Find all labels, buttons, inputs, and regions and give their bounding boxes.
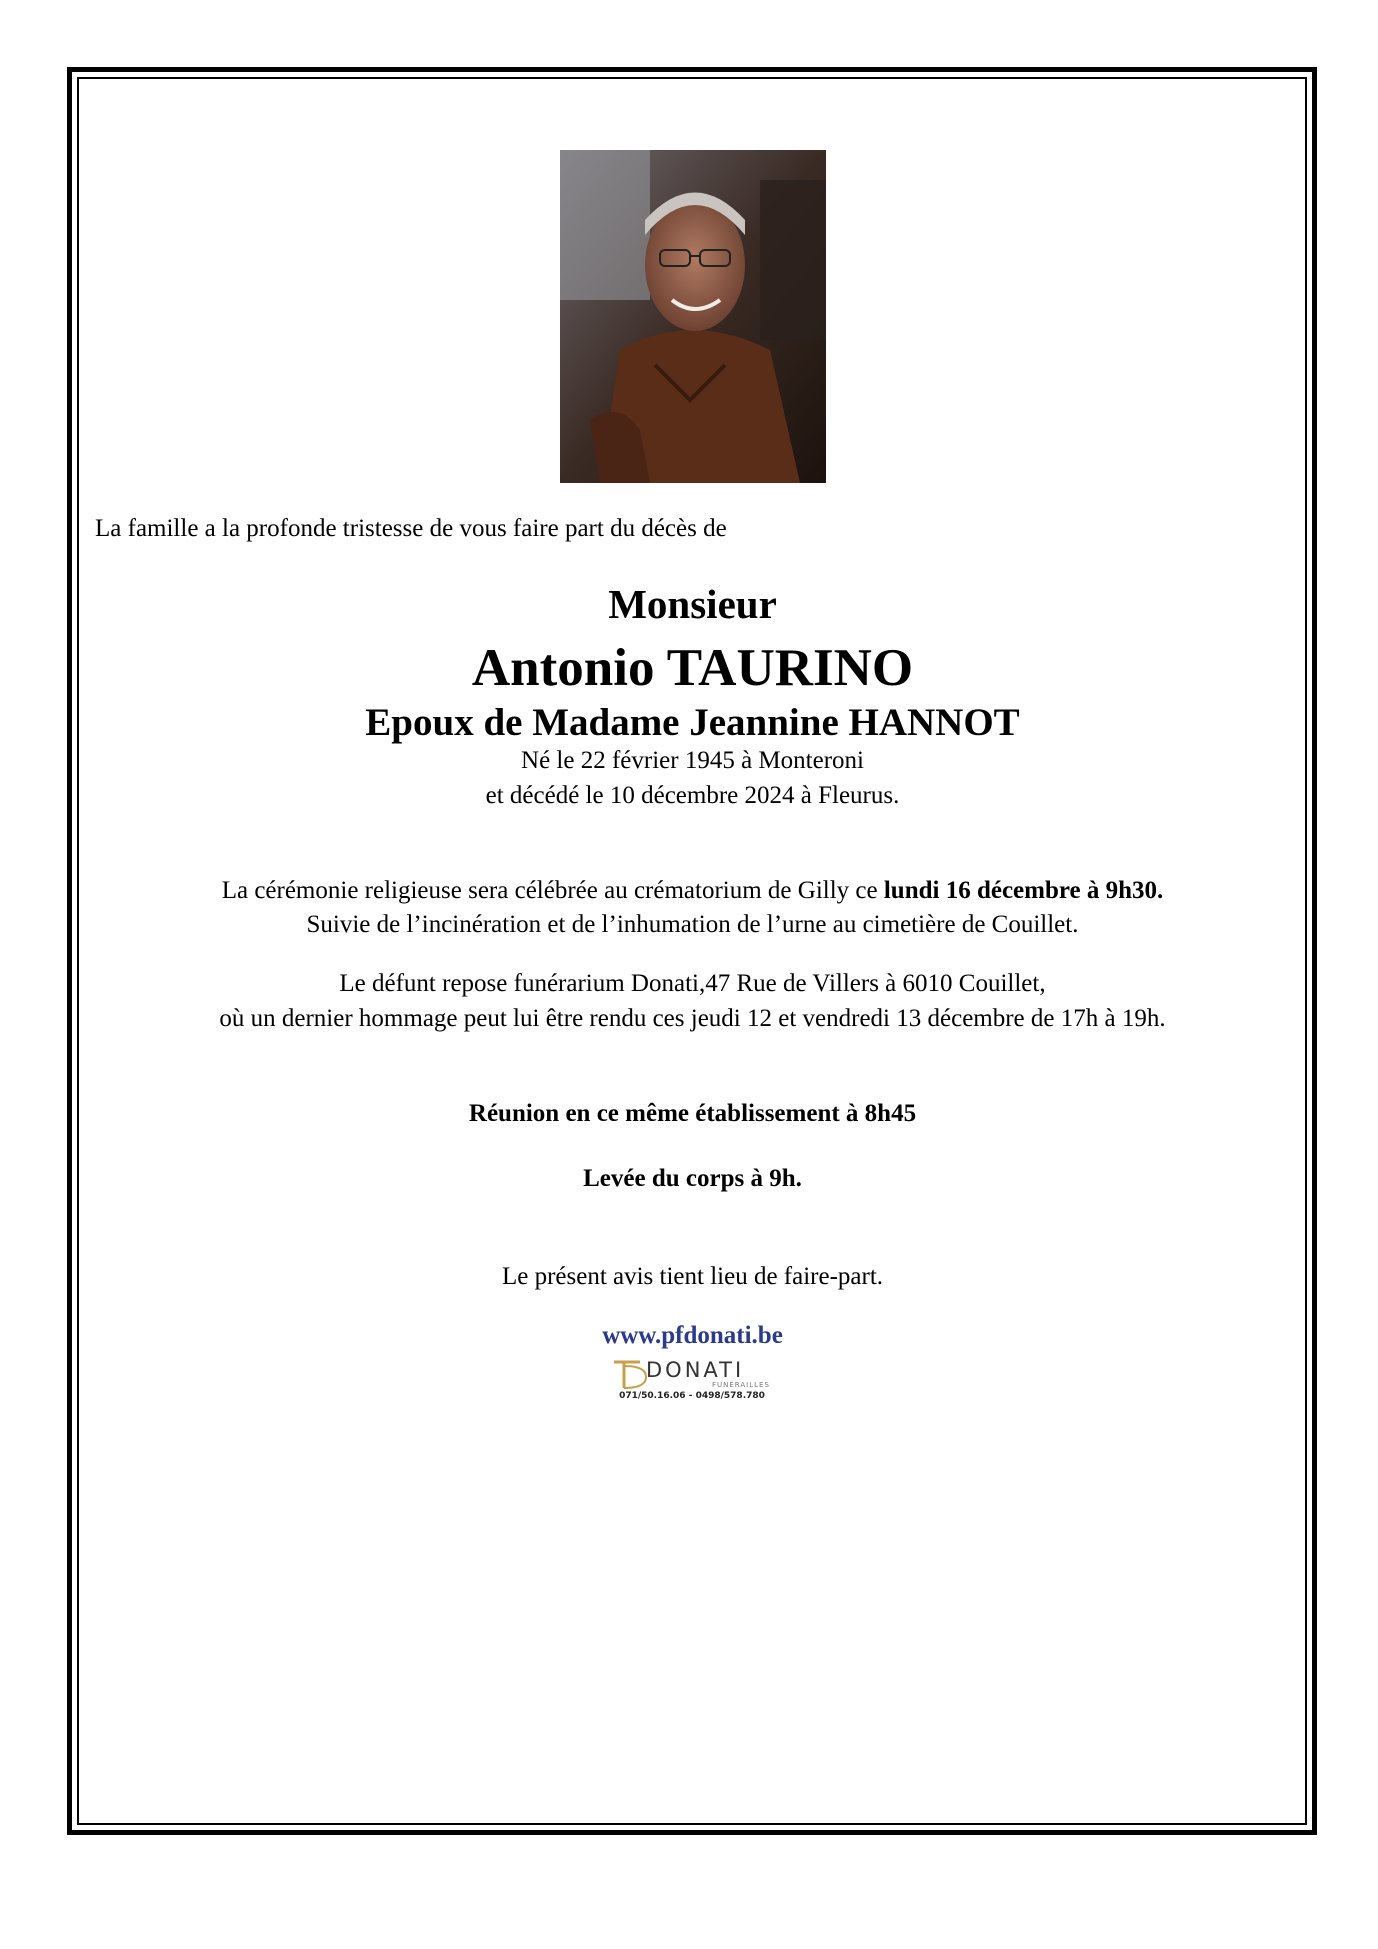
ceremony-prefix: La cérémonie religieuse sera célébrée au crématorium de Gilly ce <box>221 877 884 904</box>
birth-line: Né le 22 février 1945 à Monteroni <box>521 747 864 774</box>
repose-line-1: Le défunt repose funérarium Donati,47 Rue de Villers à 6010 Couillet, <box>339 970 1046 997</box>
ceremony-line <box>80 877 1305 905</box>
levee-line: Levée du corps à 9h. <box>583 1165 802 1192</box>
death-line: et décédé le 10 décembre 2024 à Fleurus. <box>485 782 900 809</box>
intro-text: La famille a la profonde tristesse de vous faire part du décès de <box>95 515 727 542</box>
logo-subtitle: FUNÉRAILLES <box>712 1381 770 1389</box>
donati-logo <box>612 1358 772 1404</box>
ceremony-line-2: Suivie de l’incinération et de l’inhumation de l’urne au cimetière de Couillet. <box>306 911 1079 938</box>
closing-line: Le présent avis tient lieu de faire-part. <box>501 1263 884 1290</box>
website-link[interactable]: www.pfdonati.be <box>602 1322 783 1349</box>
deceased-name: Antonio TAURINO <box>471 639 914 697</box>
spouse-line: Epoux de Madame Jeannine HANNOT <box>365 701 1020 744</box>
ceremony-date: lundi 16 décembre à 9h30. <box>883 877 1164 904</box>
portrait-photo <box>560 150 826 483</box>
civility-title: Monsieur <box>608 581 777 627</box>
meeting-line: Réunion en ce même établissement à 8h45 <box>468 1100 917 1127</box>
phone-numbers: 071/50.16.06 - 0498/578.780 <box>619 1391 765 1401</box>
repose-line-2: où un dernier hommage peut lui être rendu ces jeudi 12 et vendredi 13 décembre de 17h à 19h. <box>219 1005 1166 1032</box>
donati-mark-icon <box>612 1356 648 1390</box>
logo-word: DONATI <box>646 1358 745 1382</box>
